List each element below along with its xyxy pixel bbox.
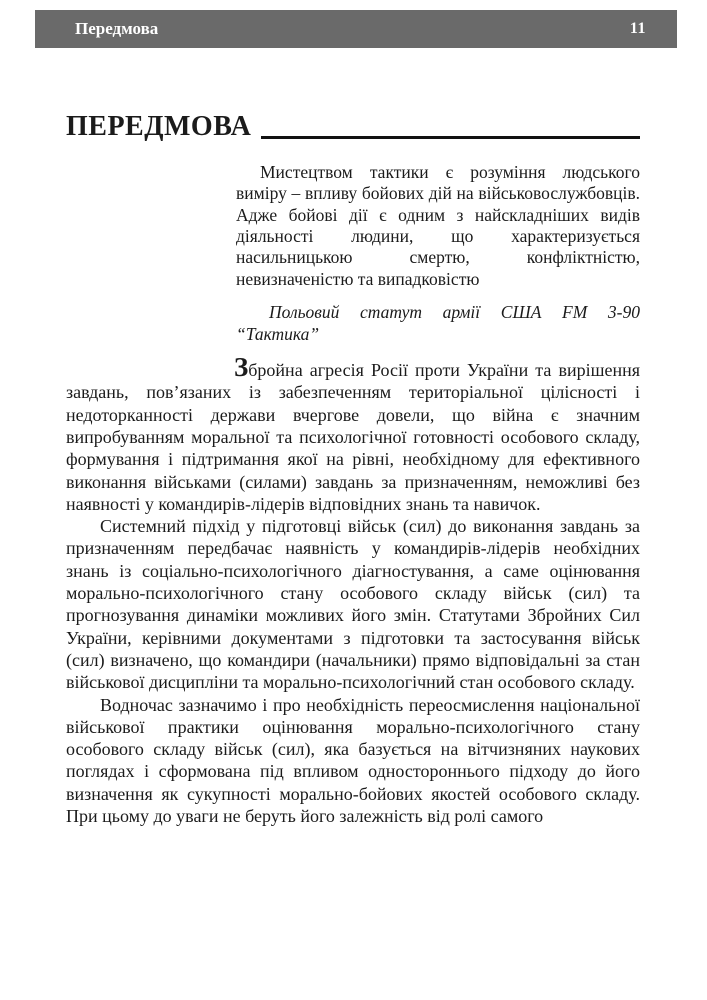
- body-paragraph: Збройна агресія Росії проти України та вирішення завдань, пов’язаних із забезпеченням територіальної цілісності і недоторканності держави вчергове довели, що війна є значним випробуванням моральної та психологічної готовності особового складу, формування і підтримання якої на рівні, необхідному для ефективного виконання військами (силами) завдань за призначенням, неможливі без наявності у командирів-лідерів відповідних знань та навичок.: [66, 352, 640, 514]
- body-paragraph: Системний підхід у підготовці військ (сил) до виконання завдань за призначенням передбачає наявність у командирів-лідерів необхідних знань із соціально-психологічного діагностування, а саме оцінювання морально-психологічного стану особового складу військ (сил) та прогнозування динаміки можливих його змін. Статутами Збройних Сил України, керівними документами з підготовки та застосування військ (сил) визначено, що командири (начальники) прямо відповідальні за стан військової дисципліни та морально-психологічний стан особового складу.: [66, 516, 640, 693]
- running-header-title: Передмова: [75, 19, 159, 38]
- epigraph-quote: Мистецтвом тактики є розуміння людського виміру – впливу бойових дій на військовослужбовців. Адже бойові дії є одним з найскладніших видів діяльності людини, що характеризується насильницькою смертю, конфліктністю, невизначеністю та випадковістю: [236, 161, 640, 289]
- body-paragraph: Водночас зазначимо і про необхідність переосмислення національної військової практики оцінювання морально-психологічного стану особового складу військ (сил), яка базується на вітчизняних наукових поглядах і сформована під впливом одностороннього підходу до його визначення як сукупності морально-бойових якостей особового складу. При цьому до уваги не беруть його залежність від ролі самого: [66, 694, 640, 826]
- running-header: [35, 10, 677, 48]
- section-title: ПЕРЕДМОВА: [66, 111, 252, 142]
- epigraph-attribution: Польовий статут армії США FM 3-90 “Тактика”: [236, 302, 640, 344]
- body-text: [66, 354, 640, 827]
- page-number: 11: [629, 20, 646, 37]
- title-underline-rule: [261, 136, 640, 139]
- section-title-row: [66, 112, 640, 143]
- page-content: [66, 112, 640, 827]
